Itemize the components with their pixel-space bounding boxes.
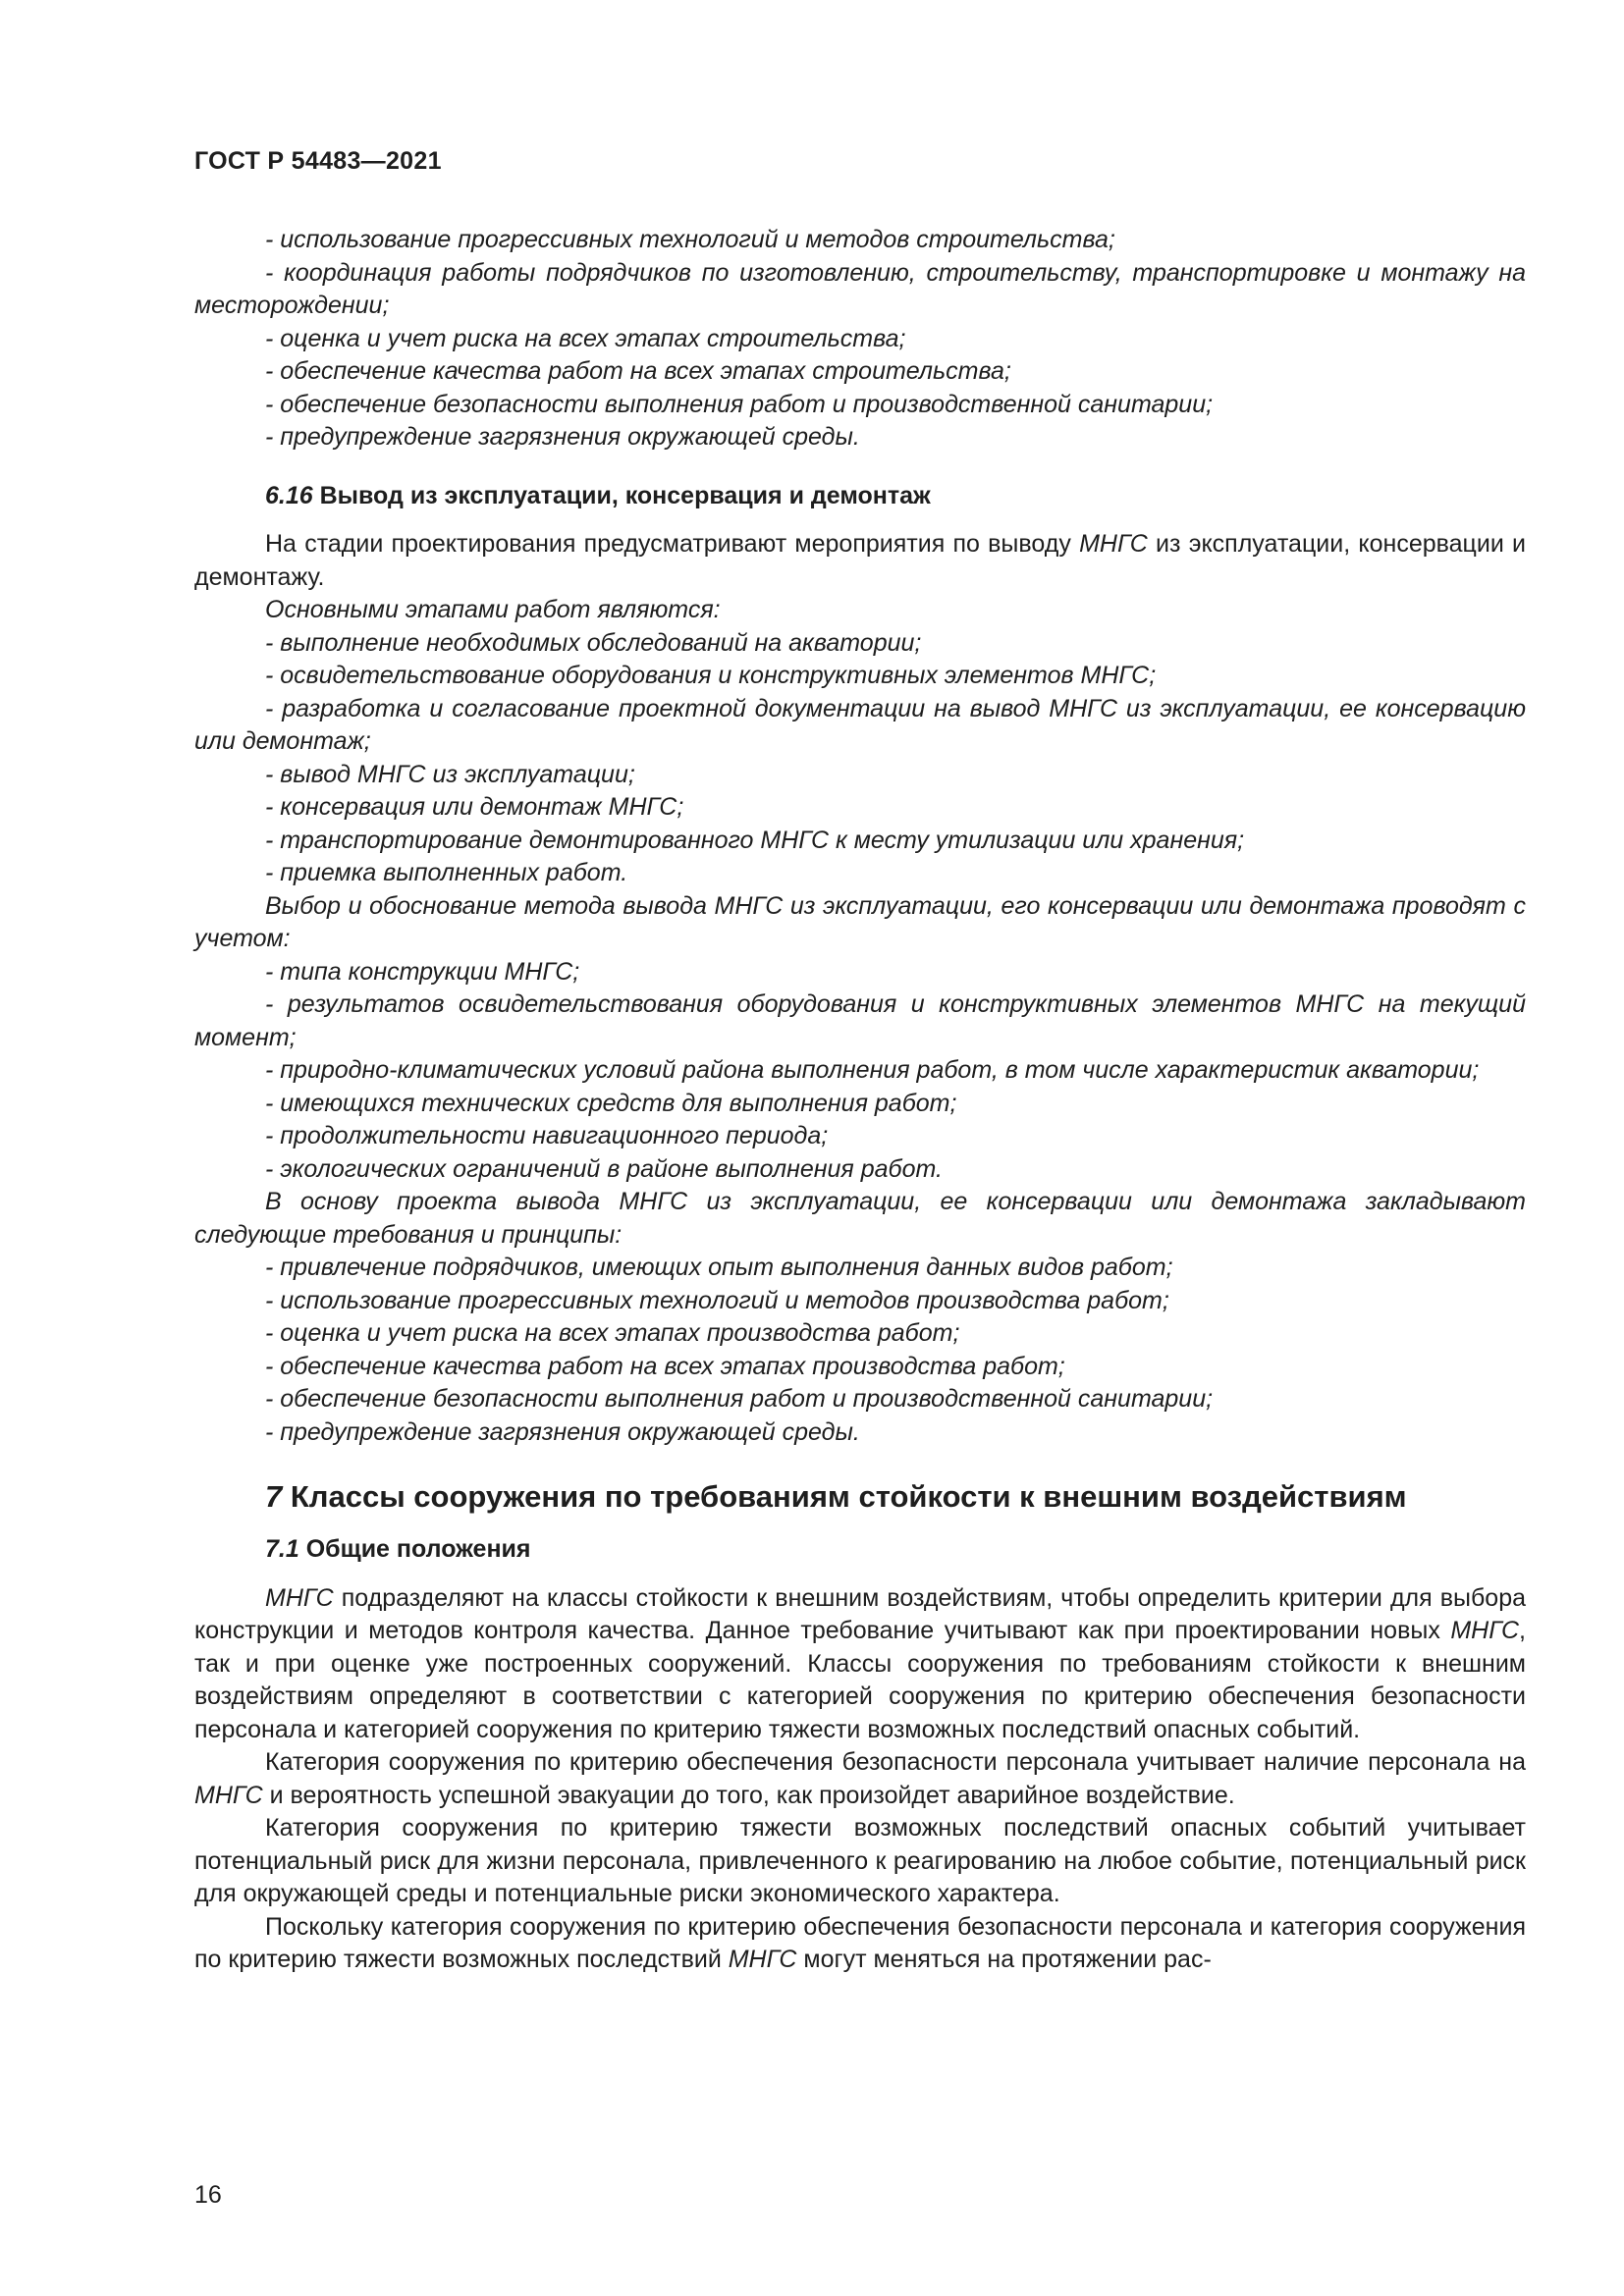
list-item: - имеющихся технических средств для выполнения работ; [265,1089,957,1117]
section-heading-6-16 [194,480,1526,513]
abbreviation: МНГС [265,1583,334,1612]
section-number: 7 [265,1479,283,1514]
paragraph [194,1582,1526,1747]
list-item: - предупреждение загрязнения окружающей среды. [265,1417,860,1446]
paragraph [194,528,1526,594]
text-run: , так и при оценке уже построенных сооружений. Классы сооружения по требованиям стойкости к внешним воздействиям определяют в соответствии с категорией сооружения по критерию обеспечения безопасности персонала и категорией сооружения по критерию тяжести возможных последствий опасных событий. [194,1617,1526,1743]
abbreviation: МНГС [728,1946,797,1973]
list-item: - использование прогрессивных технологий и методов строительства; [265,226,1115,253]
list-item: - выполнение необходимых обследований на акватории; [265,628,922,657]
text-run: и вероятность успешной эвакуации до того, как произойдет аварийное воздействие. [262,1781,1235,1809]
list-item: - результатов освидетельствования оборудования и конструктивных элементов МНГС на текущий момент; [194,990,1526,1051]
list-heading: Выбор и обоснование метода вывода МНГС из эксплуатации, его консервации или демонтажа проводят с учетом: [194,891,1526,952]
list-item: - природно-климатических условий района выполнения работ, в том числе характеристик акватории; [265,1056,1480,1084]
list-heading: Основными этапами работ являются: [265,596,721,623]
text-run: На стадии проектирования предусматривают мероприятия по выводу [265,530,1080,558]
list-item: - оценка и учет риска на всех этапах строительства; [265,324,906,352]
list-item: - транспортирование демонтированного МНГС к месту утилизации или хранения; [265,826,1245,854]
list-item: - освидетельствование оборудования и конструктивных элементов МНГС; [265,662,1157,689]
text-run: из эксплуатации, консервации и демонтажу. [194,530,1526,591]
list-item: - оценка и учет риска на всех этапах производства работ; [265,1319,960,1347]
list-item: - разработка и согласование проектной документации на вывод МНГС из эксплуатации, ее консервацию или демонтаж; [194,694,1526,755]
section-heading-7 [194,1478,1526,1516]
abbreviation: МНГС [194,1781,263,1809]
list-item: - предупреждение загрязнения окружающей среды. [265,423,860,451]
list-item: - привлечение подрядчиков, имеющих опыт выполнения данных видов работ; [265,1254,1173,1281]
paragraph: Категория сооружения по критерию тяжести возможных последствий опасных событий учитывает потенциальный риск для жизни персонала, привлеченного к реагированию на любое событие, потенциальный риск для окружающей среды и потенциальные риски экономического характера. [194,1814,1526,1907]
section-title: Общие положения [298,1535,531,1563]
page-content [194,224,1526,1977]
list-item: - продолжительности навигационного периода; [265,1122,829,1149]
section-number: 6.16 [265,481,313,509]
list-heading: В основу проекта вывода МНГС из эксплуатации, ее консервации или демонтажа закладывают следующие требования и принципы: [194,1188,1526,1249]
list-item: - экологических ограничений в районе выполнения работ. [265,1154,943,1183]
section-title: Вывод из эксплуатации, консервация и демонтаж [312,481,931,509]
list-item: - обеспечение безопасности выполнения работ и производственной санитарии; [265,1385,1214,1413]
section-number: 7.1 [265,1535,299,1563]
text-run: Поскольку категория сооружения по критерию обеспечения безопасности персонала и категория сооружения по критерию тяжести возможных последствий [194,1912,1526,1973]
list-item: - вывод МНГС из эксплуатации; [265,760,635,788]
text-run: могут меняться на протяжении рас- [796,1946,1212,1973]
abbreviation: МНГС [1450,1617,1520,1644]
abbreviation: МНГС [1079,530,1148,558]
list-item: - типа конструкции МНГС; [265,957,580,986]
list-item: - обеспечение качества работ на всех этапах производства работ; [265,1352,1065,1380]
list-item: - консервация или демонтаж МНГС; [265,793,684,821]
paragraph [194,1746,1526,1812]
list-item: - обеспечение безопасности выполнения работ и производственной санитарии; [265,390,1214,418]
paragraph [194,1911,1526,1977]
section-heading-7-1 [194,1533,1526,1567]
document-header: ГОСТ Р 54483—2021 [194,147,442,175]
section-title: Классы сооружения по требованиям стойкости к внешним воздействиям [282,1479,1407,1514]
list-item: - координация работы подрядчиков по изготовлению, строительству, транспортировке и монтажу на месторождении; [194,258,1526,319]
text-run: подразделяют на классы стойкости к внешним воздействиям, чтобы определить критерии для выбора конструкции и методов контроля качества. Данное требование учитывают как при проектировании новых [194,1583,1526,1644]
list-item: - приемка выполненных работ. [265,859,628,886]
page-number: 16 [194,2181,222,2209]
list-item: - обеспечение качества работ на всех этапах строительства; [265,357,1011,385]
text-run: Категория сооружения по критерию обеспечения безопасности персонала учитывает наличие персонала на [265,1748,1526,1776]
list-item: - использование прогрессивных технологий и методов производства работ; [265,1286,1169,1314]
